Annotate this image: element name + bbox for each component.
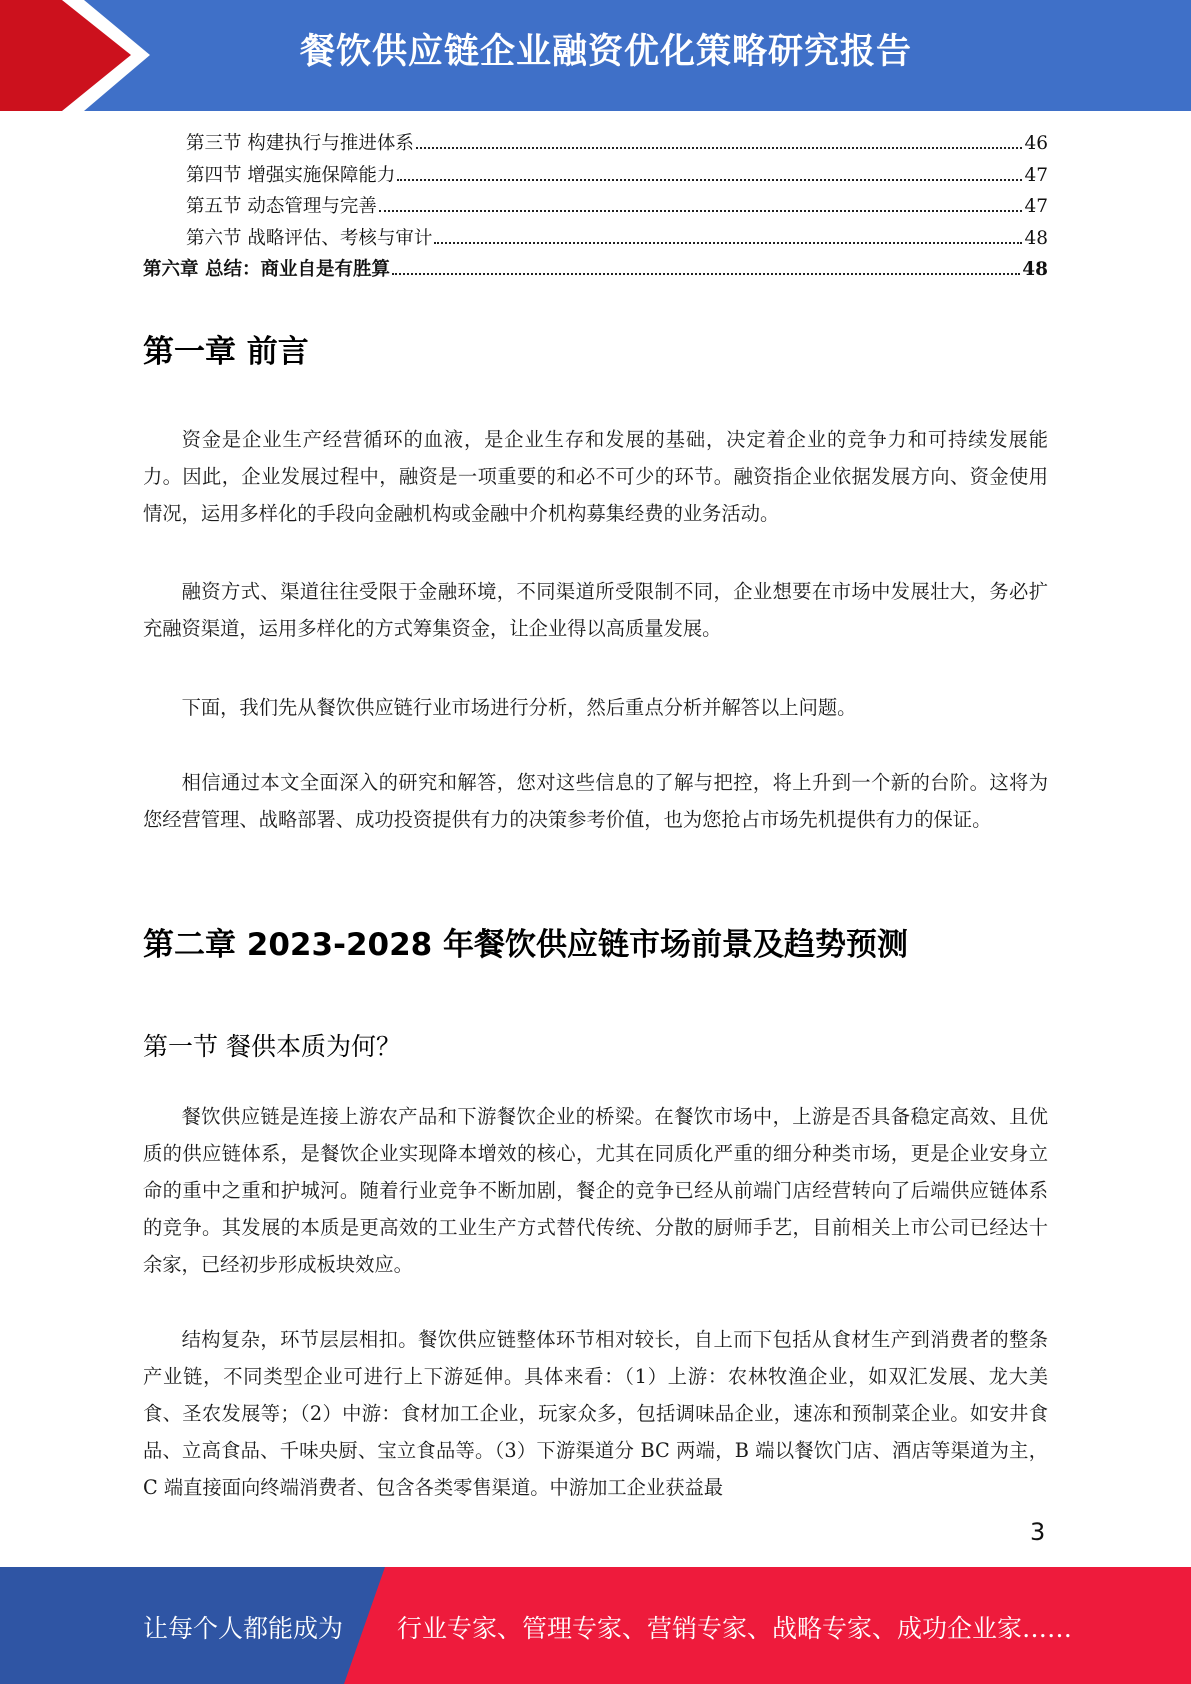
footer-slogan-left: 让每个人都能成为: [143, 1614, 344, 1643]
page-number: 3: [1030, 1518, 1046, 1546]
toc-entry-page: 47: [1024, 196, 1048, 217]
paragraph: 餐饮供应链是连接上游农产品和下游餐饮企业的桥梁。在餐饮市场中，上游是否具备稳定高效、且优质的供应链体系，是餐饮企业实现降本增效的核心，尤其在同质化严重的细分种类市场，更是企业安身立命的重中之重和护城河。随着行业竞争不断加剧，餐企的竞争已经从前端门店经营转向了后端供应链体系的竞争。其发展的本质是更高效的工业生产方式替代传统、分散的厨师手艺，目前相关上市公司已经达十余家，已经初步形成板块效应。: [143, 1105, 1048, 1276]
toc-leader-dots: [434, 242, 1022, 244]
toc-entry-page: 48: [1022, 259, 1048, 280]
toc-entry-label: 第五节 动态管理与完善: [186, 196, 377, 217]
toc-leader-dots: [392, 273, 1020, 275]
toc-entry[interactable]: [143, 191, 1048, 223]
toc-leader-dots: [416, 147, 1023, 149]
table-of-contents: [143, 128, 1048, 286]
header-red-arrow: [0, 0, 143, 111]
header-banner: [0, 0, 1191, 111]
paragraph: 下面，我们先从餐饮供应链行业市场进行分析，然后重点分析并解答以上问题。: [181, 696, 857, 719]
paragraph: 相信通过本文全面深入的研究和解答，您对这些信息的了解与把控，将上升到一个新的台阶。这将为您经营管理、战略部署、成功投资提供有力的决策参考价值，也为您抢占市场先机提供有力的保证。: [143, 771, 1048, 831]
toc-entry-label: 第四节 增强实施保障能力: [186, 164, 396, 186]
footer-slogan-right: 行业专家、管理专家、营销专家、战略专家、成功企业家……: [397, 1614, 1073, 1643]
toc-entry-page: 46: [1024, 133, 1048, 154]
report-title: 餐饮供应链企业融资优化策略研究报告: [300, 32, 913, 72]
toc-entry-label: 第六章 总结：商业自是有胜算: [143, 259, 390, 280]
paragraph: 资金是企业生产经营循环的血液，是企业生存和发展的基础，决定着企业的竞争力和可持续发展能力。因此，企业发展过程中，融资是一项重要的和必不可少的环节。融资指企业依据发展方向、资金使用情况，运用多样化的手段向金融机构或金融中介机构募集经费的业务活动。: [143, 428, 1048, 525]
footer-banner: [0, 1567, 1191, 1684]
toc-leader-dots: [397, 179, 1022, 181]
toc-entry-page: 47: [1024, 164, 1048, 186]
toc-entry[interactable]: [143, 128, 1048, 160]
toc-entry-page: 48: [1024, 227, 1048, 249]
toc-entry[interactable]: [143, 223, 1048, 255]
toc-entry-label: 第六节 战略评估、考核与审计: [186, 227, 433, 249]
toc-chapter-entry[interactable]: [143, 254, 1048, 286]
chapter-1-heading: 第一章 前言: [143, 334, 309, 370]
toc-leader-dots: [379, 210, 1023, 212]
section-1-heading: 第一节 餐供本质为何？: [143, 1032, 401, 1061]
paragraph: 融资方式、渠道往往受限于金融环境，不同渠道所受限制不同，企业想要在市场中发展壮大，务必扩充融资渠道，运用多样化的方式筹集资金，让企业得以高质量发展。: [143, 580, 1048, 640]
toc-entry-label: 第三节 构建执行与推进体系: [186, 133, 414, 154]
paragraph: 结构复杂，环节层层相扣。餐饮供应链整体环节相对较长，自上而下包括从食材生产到消费者的整条产业链，不同类型企业可进行上下游延伸。具体来看：（1）上游：农林牧渔企业，如双汇发展、龙大美食、圣农发展等；（2）中游：食材加工企业，玩家众多，包括调味品企业，速冻和预制菜企业。如安井食品、立高食品、千味央厨、宝立食品等。（3）下游渠道分 BC 两端，B 端以餐饮门店、酒店等渠道为主，C 端直接面向终端消费者、包含各类零售渠道。中游加工企业获益最: [143, 1328, 1048, 1499]
chapter-2-heading: 第二章 2023-2028 年餐饮供应链市场前景及趋势预测: [143, 927, 909, 963]
toc-entry[interactable]: [143, 160, 1048, 192]
